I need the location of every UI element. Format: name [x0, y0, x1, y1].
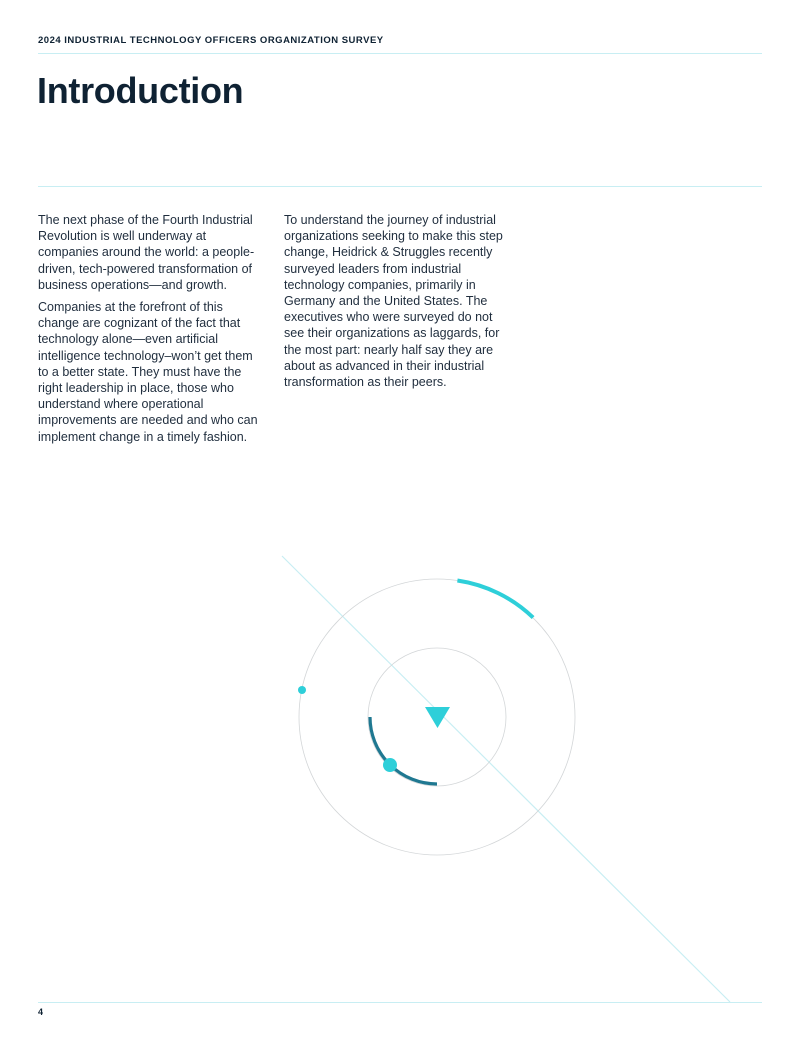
- running-header: 2024 INDUSTRIAL TECHNOLOGY OFFICERS ORGANIZATION SURVEY: [38, 35, 384, 46]
- outer-accent-arc: [457, 581, 533, 618]
- paragraph-2: Companies at the forefront of this change are cognizant of the fact that technology alone—even artificial intelligence technology–won’t get them to a better state. They must have the right leadership in place, those who understand where operational improvements are needed and who can implement change in a timely fashion.: [38, 300, 258, 444]
- outer-orbit-dot: [298, 686, 306, 694]
- footer-divider: [38, 1002, 762, 1003]
- inner-orbit-dot: [383, 758, 397, 772]
- paragraph-3: To understand the journey of industrial organizations seeking to make this step change, Heidrick & Struggles recently surveyed leaders from industrial technology companies, primarily in Germany and the United States. The executives who were surveyed do not see their organizations as laggards, for the most part: nearly half say they are about as advanced in their industrial transformation as their peers.: [284, 213, 503, 390]
- inner-accent-arc: [370, 717, 437, 784]
- center-triangle-icon: [425, 707, 450, 728]
- paragraph-1: The next phase of the Fourth Industrial Revolution is well underway at companies around the world: a people-driven, tech-powered transformation of business operations—and growth.: [38, 213, 255, 292]
- diagonal-line: [282, 556, 730, 1002]
- page-number: 4: [38, 1007, 44, 1017]
- page-title: Introduction: [37, 70, 244, 111]
